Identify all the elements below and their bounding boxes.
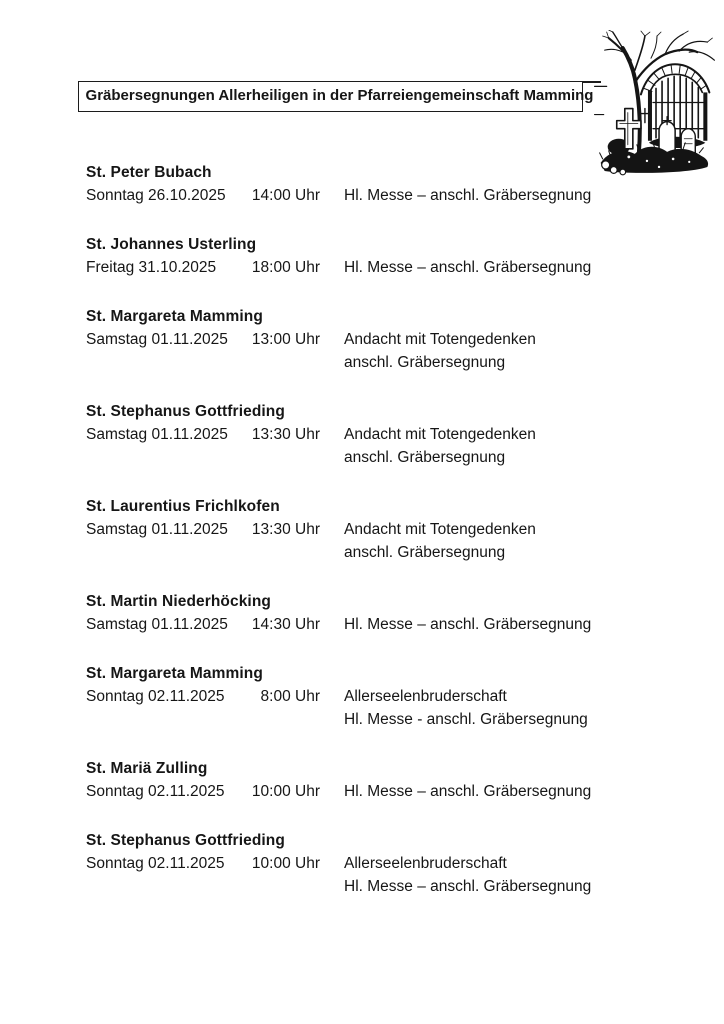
schedule-section xyxy=(86,662,666,731)
church-name: St. Stephanus Gottfrieding xyxy=(86,403,285,420)
event-time: 10:00 Uhr xyxy=(251,855,320,872)
event-row xyxy=(86,184,666,207)
event-date: Freitag 31.10.2025 xyxy=(86,259,217,276)
event-date: Sonntag 02.11.2025 xyxy=(86,688,225,705)
event-date: Sonntag 02.11.2025 xyxy=(86,783,225,800)
event-description xyxy=(344,613,591,636)
event-time: 14:00 Uhr xyxy=(251,187,320,204)
event-row xyxy=(86,518,666,564)
event-date: Samstag 01.11.2025 xyxy=(86,331,228,348)
event-date: Samstag 01.11.2025 xyxy=(86,426,228,443)
schedule-section xyxy=(86,829,666,898)
event-time: 13:30 Uhr xyxy=(251,521,320,538)
event-row xyxy=(86,613,666,636)
event-time: 13:30 Uhr xyxy=(251,426,320,443)
schedule-section xyxy=(86,305,666,374)
event-date: Samstag 01.11.2025 xyxy=(86,616,228,633)
event-description xyxy=(344,518,536,564)
church-name: St. Laurentius Frichlkofen xyxy=(86,498,280,515)
event-description-line: Hl. Messe – anschl. Gräbersegnung xyxy=(344,259,592,276)
church-name: St. Stephanus Gottfrieding xyxy=(86,832,285,849)
event-description-line: anschl. Gräbersegnung xyxy=(344,354,506,371)
event-description-line: Hl. Messe – anschl. Gräbersegnung xyxy=(344,783,592,800)
schedule-section xyxy=(86,495,666,564)
event-row xyxy=(86,328,666,374)
church-name: St. Mariä Zulling xyxy=(86,760,208,777)
event-description-line: Hl. Messe - anschl. Gräbersegnung xyxy=(344,711,588,728)
event-description-line: Allerseelenbruderschaft xyxy=(344,688,507,705)
event-description-line: Andacht mit Totengedenken xyxy=(344,521,536,538)
event-description-line: Hl. Messe – anschl. Gräbersegnung xyxy=(344,878,592,895)
event-description xyxy=(344,256,591,279)
church-name: St. Martin Niederhöcking xyxy=(86,593,271,610)
event-description-line: Hl. Messe – anschl. Gräbersegnung xyxy=(344,187,592,204)
event-time: 13:00 Uhr xyxy=(251,331,320,348)
event-description xyxy=(344,780,591,803)
event-row xyxy=(86,423,666,469)
event-time: 10:00 Uhr xyxy=(251,783,320,800)
schedule-section xyxy=(86,757,666,803)
event-description-line: anschl. Gräbersegnung xyxy=(344,544,506,561)
schedule-list xyxy=(86,161,666,924)
event-description xyxy=(344,184,591,207)
event-time: 18:00 Uhr xyxy=(251,259,320,276)
event-date: Sonntag 26.10.2025 xyxy=(86,187,226,204)
event-row xyxy=(86,852,666,898)
event-row xyxy=(86,780,666,803)
church-name: St. Margareta Mamming xyxy=(86,665,263,682)
schedule-section xyxy=(86,400,666,469)
cemetery-gate-drawing xyxy=(594,30,716,176)
event-description xyxy=(344,685,588,731)
event-description xyxy=(344,852,591,898)
event-description xyxy=(344,423,536,469)
event-row xyxy=(86,256,666,279)
church-name: St. Margareta Mamming xyxy=(86,308,263,325)
event-description xyxy=(344,328,536,374)
church-name: St. Johannes Usterling xyxy=(86,236,257,253)
page-title: Gräbersegnungen Allerheiligen in der Pfarreiengemeinschaft Mamming xyxy=(85,87,594,104)
event-time: 8:00 Uhr xyxy=(260,688,320,705)
event-description-line: Hl. Messe – anschl. Gräbersegnung xyxy=(344,616,592,633)
event-description-line: Andacht mit Totengedenken xyxy=(344,426,536,443)
title-box xyxy=(78,81,601,112)
event-date: Sonntag 02.11.2025 xyxy=(86,855,225,872)
event-description-line: anschl. Gräbersegnung xyxy=(344,449,506,466)
event-date: Samstag 01.11.2025 xyxy=(86,521,228,538)
event-description-line: Allerseelenbruderschaft xyxy=(344,855,507,872)
schedule-section xyxy=(86,161,666,207)
church-name: St. Peter Bubach xyxy=(86,164,212,181)
event-description-line: Andacht mit Totengedenken xyxy=(344,331,536,348)
schedule-section xyxy=(86,590,666,636)
schedule-section xyxy=(86,233,666,279)
event-time: 14:30 Uhr xyxy=(251,616,320,633)
event-row xyxy=(86,685,666,731)
